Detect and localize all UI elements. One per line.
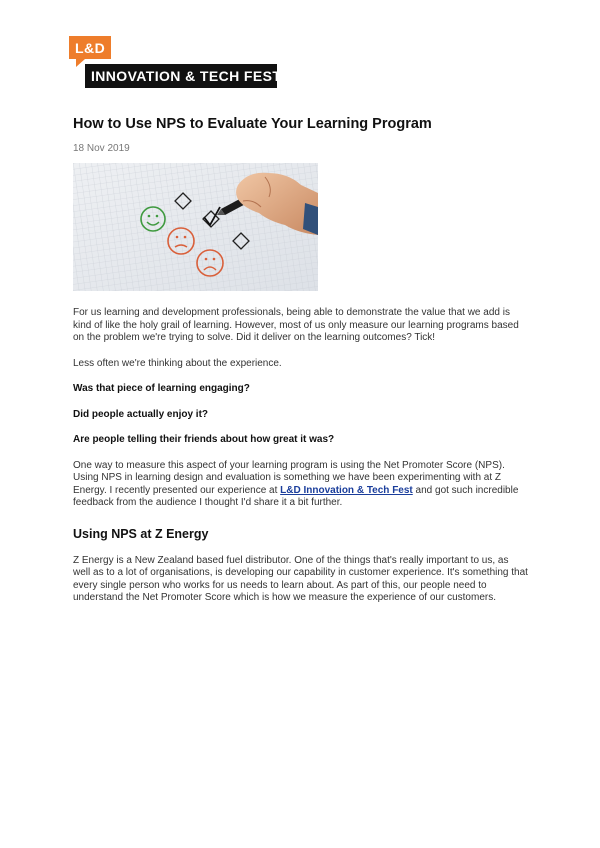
experience-paragraph: Less often we're thinking about the experience. bbox=[73, 357, 282, 369]
section-heading: Using NPS at Z Energy bbox=[73, 526, 209, 541]
question-enjoy: Did people actually enjoy it? bbox=[73, 408, 209, 420]
event-logo bbox=[69, 36, 282, 90]
question-engaging: Was that piece of learning engaging? bbox=[73, 383, 250, 394]
nps-paragraph bbox=[73, 460, 528, 510]
z-energy-paragraph: Z Energy is a New Zealand based fuel distributor. One of the things that's really important to us, as well as to a lot of organisations, is developing our capability in customer experience. It's something that every single person who works for us needs to learn about. As part of this, our people need to understand the Net Promoter Score which is how we measure the experience of our customers. bbox=[73, 554, 528, 603]
article bbox=[73, 115, 528, 605]
nps-paragraph-text-1: One way to measure this aspect of your learning program is using the Net Promoter Score (NPS). Using NPS in learning design and evaluation is something we have been experimenting with at Z Energy. I recently presented our experience at bbox=[73, 459, 505, 496]
article-date: 18 Nov 2019 bbox=[73, 143, 130, 154]
logo-banner: INNOVATION & TECH FEST bbox=[85, 64, 277, 88]
intro-paragraph: For us learning and development professionals, being able to demonstrate the value that we add is kind of like the holy grail of learning. However, most of us only measure our learning programs based on the problem we're trying to solve. Did it deliver on the learning outcomes? Tick! bbox=[73, 307, 519, 343]
nps-paragraph-text-2: and got such incredible feedback from the audience I thought I'd share it a bit further. bbox=[73, 484, 519, 508]
hero-image bbox=[73, 163, 318, 291]
event-link[interactable]: L&D Innovation & Tech Fest bbox=[280, 484, 413, 496]
logo-tag-tail bbox=[76, 59, 85, 67]
logo-tag: L&D bbox=[69, 36, 111, 59]
question-friends: Are people telling their friends about how great it was? bbox=[73, 434, 335, 445]
article-title: How to Use NPS to Evaluate Your Learning Program bbox=[73, 116, 432, 132]
